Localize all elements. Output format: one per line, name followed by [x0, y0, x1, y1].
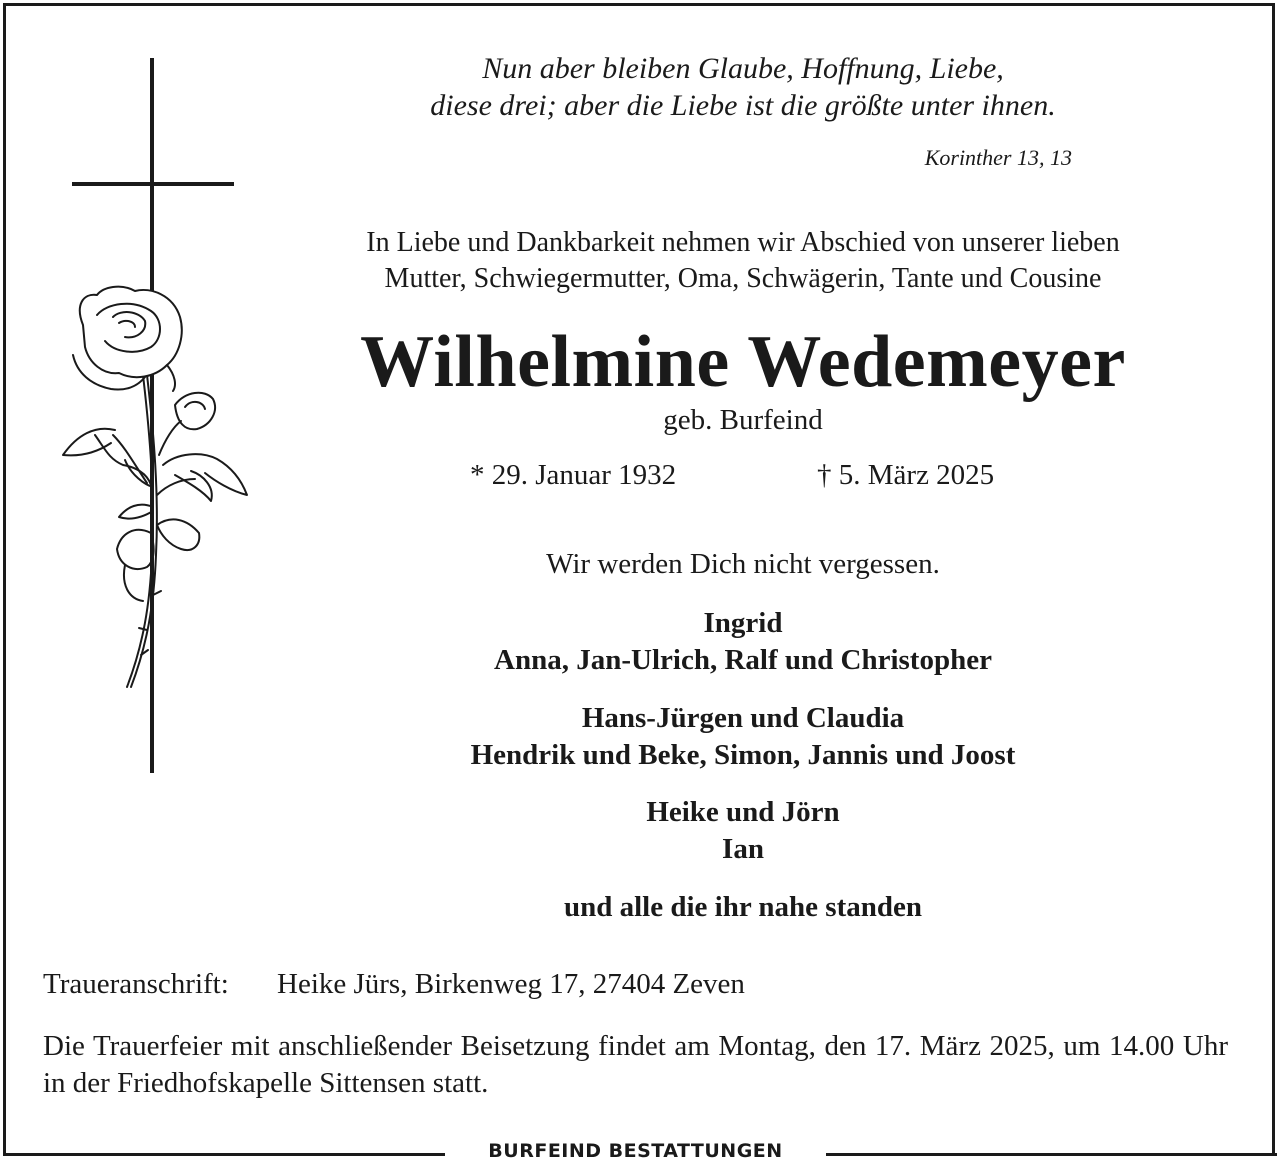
rose-icon	[63, 287, 247, 687]
maiden-name: geb. Burfeind	[663, 404, 823, 436]
verse-line-2: diese drei; aber die Liebe ist die größte unter ihnen.	[430, 89, 1056, 122]
cross-with-rose-illustration	[55, 55, 265, 780]
funeral-home-brand: BURFEIND BESTATTUNGEN	[488, 1140, 783, 1162]
motto: Wir werden Dich nicht vergessen.	[546, 548, 940, 580]
family-line: Heike und Jörn	[646, 796, 840, 828]
address-value: Heike Jürs, Birkenweg 17, 27404 Zeven	[277, 968, 745, 1000]
footer-rule-left	[3, 1153, 445, 1156]
verse-reference: Korinther 13, 13	[924, 145, 1072, 170]
family-group	[260, 700, 1226, 774]
intro-text	[260, 225, 1226, 297]
address-label: Traueranschrift:	[43, 968, 229, 1000]
closing-line: und alle die ihr nahe standen	[563, 891, 923, 923]
bible-verse	[260, 50, 1226, 124]
family-group	[260, 605, 1226, 679]
verse-line-1: Nun aber bleiben Glaube, Hoffnung, Liebe,	[482, 52, 1004, 85]
intro-line-2: Mutter, Schwiegermutter, Oma, Schwägerin, Tante und Cousine	[384, 263, 1102, 294]
family-line: Hendrik und Beke, Simon, Jannis und Joost	[470, 739, 1016, 771]
deceased-name: Wilhelmine Wedemeyer	[360, 321, 1126, 403]
family-line: Anna, Jan-Ulrich, Ralf und Christopher	[494, 644, 992, 676]
footer-rule-right	[826, 1153, 1277, 1156]
birth-date: * 29. Januar 1932	[470, 459, 677, 491]
family-line: Hans-Jürgen und Claudia	[581, 702, 905, 734]
mourning-address	[43, 968, 745, 1001]
intro-line-1: In Liebe und Dankbarkeit nehmen wir Abschied von unserer lieben	[366, 227, 1120, 258]
family-line: Ian	[722, 833, 764, 865]
death-date: † 5. März 2025	[817, 459, 995, 491]
service-details: Die Trauerfeier mit anschließender Beisetzung findet am Montag, den 17. März 2025, um 14.00 Uhr in der Friedhofskapelle Sittensen statt.	[43, 1030, 1228, 1099]
family-line: Ingrid	[703, 607, 783, 639]
family-group	[260, 794, 1226, 868]
